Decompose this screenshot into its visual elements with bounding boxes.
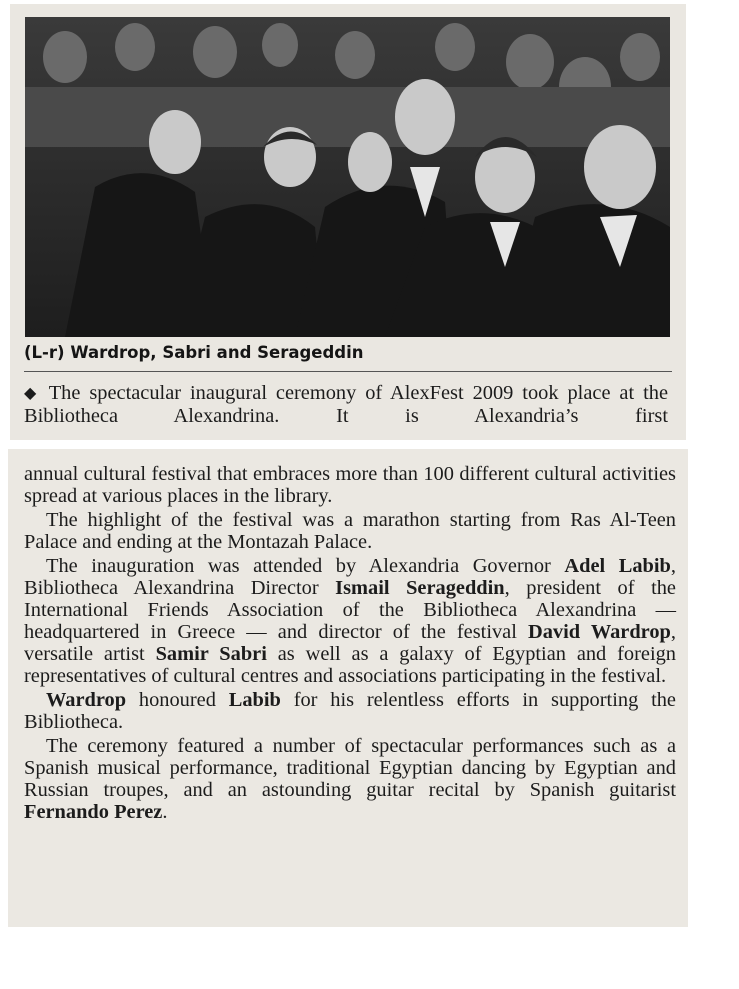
name-david-wardrop: David Wardrop <box>527 621 671 643</box>
text-span: The inauguration was attended by Alexandria Governor <box>46 555 565 577</box>
text-span: honoured <box>126 689 229 711</box>
name-samir-sabri: Samir Sabri <box>155 643 267 665</box>
name-wardrop: Wardrop <box>46 689 127 711</box>
paragraph-performances <box>24 735 676 823</box>
text-span: , Bibliotheca Alexandrina Director <box>24 555 676 599</box>
paragraph-marathon: The highlight of the festival was a marathon starting from Ras Al-Teen Palace and ending at the Montazah Palace. <box>24 509 676 553</box>
name-ismail-serageddin: Ismail Serageddin <box>335 577 505 599</box>
lead-text: The spectacular inaugural ceremony of AlexFest 2009 took place at the Bibliotheca Alexandrina. It is Alexandria’s first <box>24 382 668 427</box>
paragraph-honour <box>24 689 676 733</box>
name-adel-labib: Adel Labib <box>564 555 671 577</box>
text-span: , versatile artist <box>24 621 677 665</box>
text-span: for his relentless efforts in supporting the Bibliotheca. <box>24 689 676 733</box>
text-span: The ceremony featured a number of spectacular performances such as a Spanish musical performance, traditional Egyptian dancing by Egyptian and Russian troupes, and an astounding guitar recital by Spanish guitarist <box>24 735 676 801</box>
text-span: as well as a galaxy of Egyptian and foreign representatives of cultural centres and associations participating in the festival. <box>24 643 676 687</box>
paragraph-attendees <box>24 555 676 687</box>
name-labib: Labib <box>228 689 281 711</box>
paragraph-continuation: annual cultural festival that embraces more than 100 different cultural activities spread at various places in the library. <box>24 463 676 507</box>
caption-divider <box>24 371 672 372</box>
photo-caption: (L-r) Wardrop, Sabri and Serageddin <box>24 343 364 362</box>
text-span: , president of the International Friends Association of the Bibliotheca Alexandrina — headquartered in Greece — and director of the festival <box>24 577 676 643</box>
audience-photo <box>25 17 670 337</box>
text-span: . <box>162 801 168 823</box>
article-body <box>24 463 676 823</box>
bullet-diamond-icon: ◆ <box>24 385 41 402</box>
name-fernando-perez: Fernando Perez <box>24 801 163 823</box>
article-lead-paragraph <box>24 382 668 427</box>
